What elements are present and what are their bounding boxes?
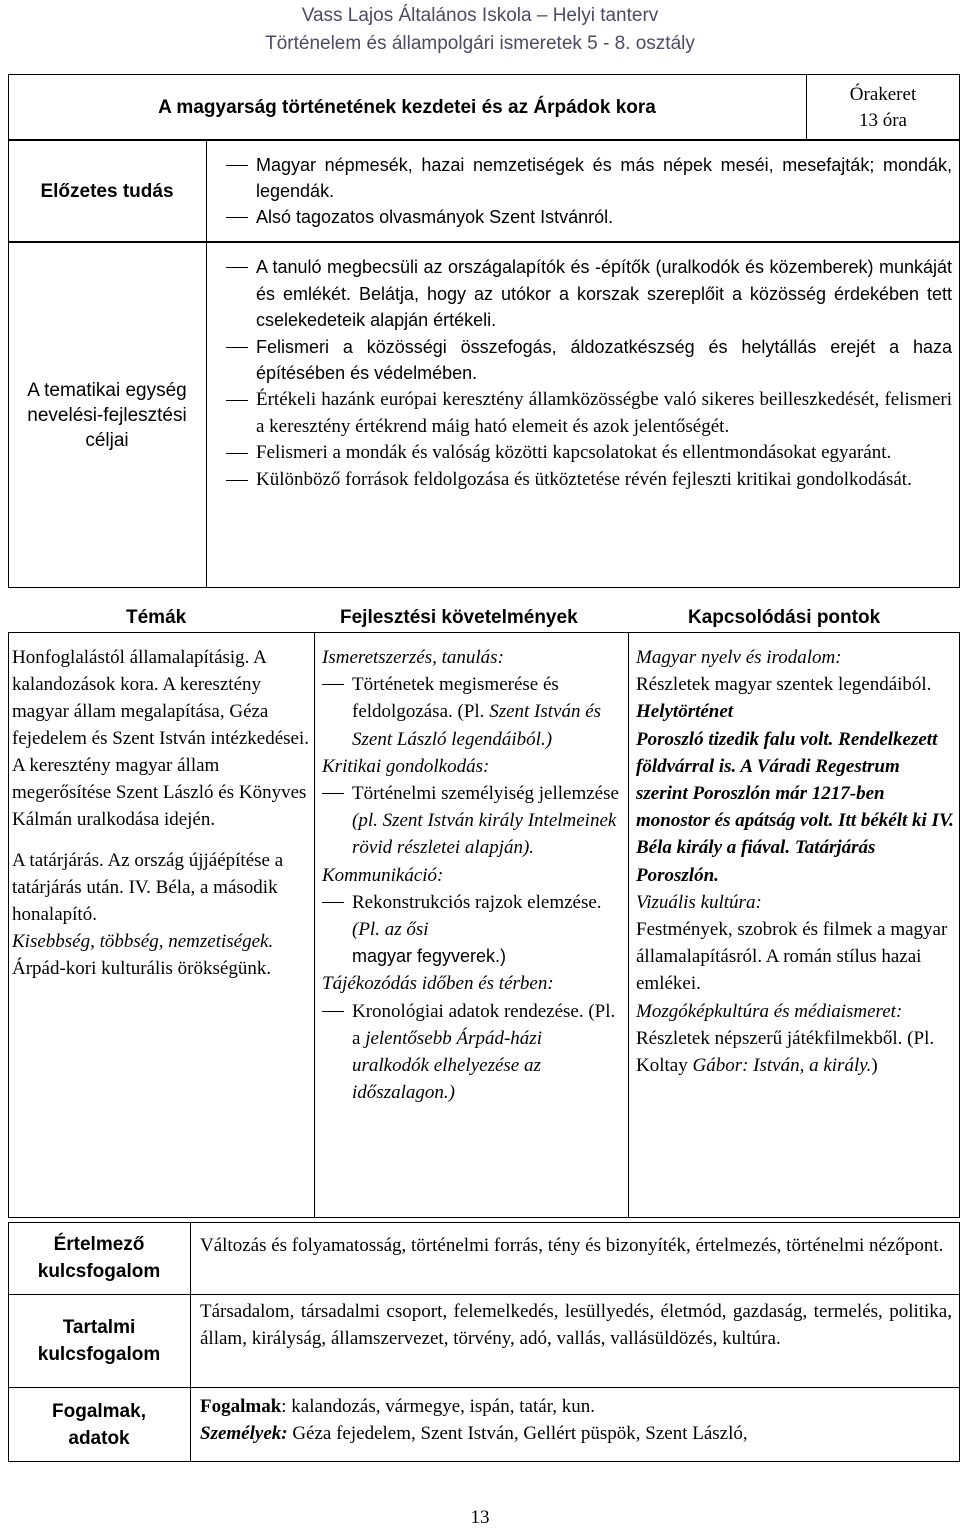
list-item: A tanuló megbecsüli az országalapítók és -építők (uralkodók és közemberek) munkáját és emlékét. Belátja, hogy az utókor a korszak szereplőit a közösség érdekében tett cselekedeteik alapján értékeli. <box>226 254 952 334</box>
ertelmezo-text: Változás és folyamatosság, történelmi forrás, tény és bizonyíték, értelmezés, történelmi nézőpont. <box>200 1235 944 1256</box>
fogalmak-line: Fogalmak: kalandozás, vármegye, ispán, tatár, kun. <box>200 1396 595 1417</box>
elozetes-content <box>226 152 952 230</box>
ertelmezo-label: Értelmező kulcsfogalom <box>37 1234 161 1282</box>
list-item: Felismeri a közösségi összefogás, áldozatkészség és helytállás erejét a haza építésében és védelmében. <box>226 334 952 387</box>
orakeret-value: 13 óra <box>858 110 907 131</box>
kapcs-heading-3: Vizuális kultúra: <box>636 891 762 913</box>
tartalmi-text: Társadalom, társadalmi csoport, felemelkedés, lesüllyedés, életmód, gazdaság, termelés, politika, állam, királyság, államszervezet, törvény, adó, vallás, vallásüldözés, kultúra. <box>200 1301 952 1349</box>
fejl-item-1: Történetek megismerése és feldolgozása. (Pl. Szent István és Szent László legendáiból.) <box>322 671 622 753</box>
kapcs-text-3: Festmények, szobrok és filmek a magyar államalapításról. A román stílus hazai emlékei. <box>636 919 948 995</box>
fejl-heading-3: Kommunikáció: <box>322 864 444 886</box>
kapcs-column <box>636 644 954 1079</box>
col-head-temak: Témák <box>126 607 187 628</box>
unit-title: A magyarság történetének kezdetei és az Árpádok kora <box>158 96 656 118</box>
header-school: Vass Lajos Általános Iskola – Helyi tanterv <box>301 5 659 26</box>
kapcs-heading-1: Magyar nyelv és irodalom: <box>636 647 842 668</box>
celok-content <box>226 254 952 493</box>
fejl-heading-1: Ismeretszerzés, tanulás: <box>322 647 504 668</box>
list-item: Magyar népmesék, hazai nemzetiségek és más népek meséi, mesefajták; mondák, legendák. <box>226 152 952 204</box>
header-subject: Történelem és állampolgári ismeretek 5 - 8. osztály <box>265 33 695 54</box>
fejl-heading-2: Kritikai gondolkodás: <box>322 755 490 777</box>
fejl-heading-4: Tájékozódás időben és térben: <box>322 973 554 995</box>
fejl-column <box>322 644 622 1106</box>
fejl-item-3: Rekonstrukciós rajzok elemzése. (Pl. az ősi magyar fegyverek.) <box>322 889 622 971</box>
temak-p3: Kisebbség, többség, nemzetiségek. <box>12 931 274 952</box>
col-head-fejlesztesi: Fejlesztési követelmények <box>340 607 578 628</box>
list-item: Felismeri a mondák és valóság közötti kapcsolatokat és ellentmondásokat egyaránt. <box>226 440 952 467</box>
temak-p4: Árpád-kori kulturális örökségünk. <box>12 958 272 979</box>
temak-p1: Honfoglalástól államalapításig. A kalandozások kora. A keresztény magyar állam megalapítása, Géza fejedelem és Szent István intézkedései. A keresztény magyar állam megerősítése Szent László és Könyves Kálmán uralkodása idején. <box>12 647 310 830</box>
col-head-kapcsolodasi: Kapcsolódási pontok <box>688 607 881 628</box>
fogalmak-label: Fogalmak, adatok <box>52 1400 146 1449</box>
kapcs-text-1: Részletek magyar szentek legendáiból. <box>636 674 932 696</box>
elozetes-label: Előzetes tudás <box>40 180 174 202</box>
szemelyek-line: Személyek: Géza fejedelem, Szent István, Gellért püspök, Szent László, <box>200 1423 748 1444</box>
celok-label: A tematikai egység nevelési-fejlesztési céljai <box>27 379 187 451</box>
list-item: Alsó tagozatos olvasmányok Szent Istvánról. <box>226 204 952 230</box>
kapcs-heading-2: Helytörténet <box>636 701 734 723</box>
page-number: 13 <box>470 1507 490 1528</box>
kapcs-heading-4: Mozgóképkultúra és médiaismeret: <box>636 1000 903 1022</box>
kapcs-text-4: Részletek népszerű játékfilmekből. (Pl. Koltay Gábor: István, a király.) <box>636 1027 935 1077</box>
orakeret-label: Órakeret <box>849 84 917 105</box>
list-item: Különböző források feldolgozása és ütköztetése révén fejleszti kritikai gondolkodását. <box>226 467 952 494</box>
list-item: Értékeli hazánk európai keresztény államközösségbe való sikeres beilleszkedését, felismeri a keresztény értékrend máig ható elemeit és azok jelentőségét. <box>226 387 952 440</box>
fejl-item-2: Történelmi személyiség jellemzése (pl. Szent István király Intelmeinek rövid részletei alapján). <box>322 780 622 862</box>
fejl-item-4: Kronológiai adatok rendezése. (Pl. a jelentősebb Árpád-házi uralkodók elhelyezése az időszalagon.) <box>322 998 622 1107</box>
tartalmi-label: Tartalmi kulcsfogalom <box>37 1316 161 1365</box>
temak-p2: A tatárjárás. Az ország újjáépítése a tatárjárás után. IV. Béla, a második honalapító. <box>12 850 284 925</box>
temak-column <box>12 644 310 982</box>
document-header <box>0 2 960 58</box>
kapcs-local-history: Poroszló tizedik falu volt. Rendelkezett földvárral is. A Váradi Regestrum szerint Poroszlón már 1217-ben monostor és apátság volt. Itt békélt ki IV. Béla király a fiával. Tatárjárás Poroszlón. <box>636 728 954 886</box>
